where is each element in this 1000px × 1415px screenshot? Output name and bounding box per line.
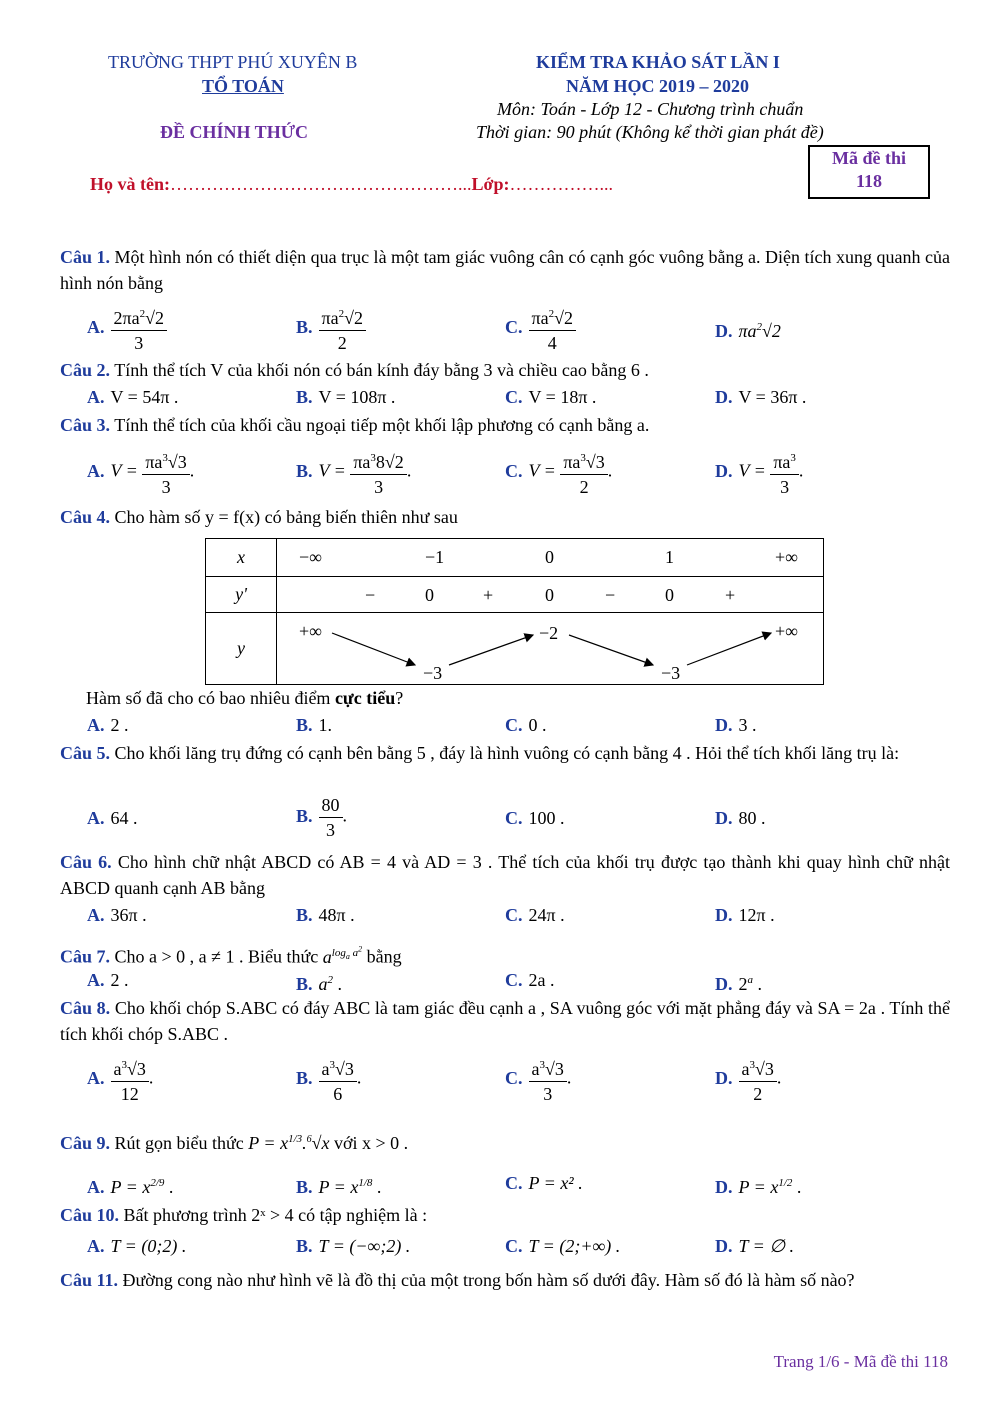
question-11: Câu 11. Đường cong nào như hình vẽ là đồ thị của một trong bốn hàm số dưới đây. Hàm số đó là hàm số nào? [60, 1270, 855, 1290]
question-text: Tính thể tích V của khối nón có bán kính đáy bằng 3 và chiều cao bằng 6 . [114, 360, 649, 380]
question-7: Câu 7. Cho a > 0 , a ≠ 1 . Biểu thức $a^{log_a a^2}$ bằng [60, 944, 402, 967]
q5-option-d[interactable]: D. 80 . [715, 808, 766, 828]
question-3: Câu 3. Tính thể tích của khối cầu ngoại tiếp một khối lập phương có cạnh bằng a. [60, 415, 650, 435]
x-val: +∞ [775, 547, 798, 567]
y-val: +∞ [775, 621, 798, 641]
exam-title: KIỂM TRA KHẢO SÁT LẦN I [536, 52, 780, 72]
q3-option-c[interactable]: C. V = $\frac{\pi a^3√3}{2}$ . [505, 446, 612, 499]
q4-option-c[interactable]: C. 0 . [505, 715, 547, 735]
question-label: Câu 1. [60, 247, 111, 267]
q9-option-a[interactable]: A. $P = x^{2/9}$ . [87, 1177, 174, 1197]
question-text: Cho khối lăng trụ đứng có cạnh bên bằng 5 , đáy là hình vuông có cạnh bằng 4 . Hỏi thể tích khối lăng trụ là: [114, 743, 900, 763]
subject-line: Môn: Toán - Lớp 12 - Chương trình chuẩn [497, 99, 804, 119]
q8-option-b[interactable]: B. $\frac{a^3√3}{6}$ . [296, 1053, 361, 1106]
x-header: x [206, 539, 277, 577]
question-text: Cho hàm số y = f(x) có bảng biến thiên như sau [114, 507, 458, 527]
q1-option-d[interactable]: D. $\pi a^2√2$ [715, 321, 781, 341]
q10-option-c[interactable]: C. T = (2;+∞) . [505, 1236, 621, 1256]
y-val: +∞ [299, 621, 322, 641]
question-4: Câu 4. Cho hàm số y = f(x) có bảng biến thiên như sau [60, 507, 458, 527]
q8-option-c[interactable]: C. $\frac{a^3√3}{3}$ . [505, 1053, 571, 1106]
x-val: −∞ [299, 547, 322, 567]
q1-option-c[interactable]: C. $\frac{\pi a^2√2}{4}$ [505, 302, 576, 355]
q6-option-a[interactable]: A. 36π . [87, 905, 147, 925]
yp-val: + [725, 585, 736, 605]
x-val: 1 [665, 547, 674, 567]
question-5: Câu 5. Cho khối lăng trụ đứng có cạnh bên bằng 5 , đáy là hình vuông có cạnh bằng 4 . Hỏi thể tích khối lăng trụ là: [60, 743, 900, 763]
q4-option-d[interactable]: D. 3 . [715, 715, 757, 735]
q8-option-d[interactable]: D. $\frac{a^3√3}{2}$ . [715, 1053, 781, 1106]
official-label: ĐỀ CHÍNH THỨC [160, 122, 309, 142]
q5-option-b[interactable]: B. $\frac{80}{3}$ . [296, 795, 348, 840]
question-8: Câu 8. Cho khối chóp S.ABC có đáy ABC là tam giác đều cạnh a , SA vuông góc với mặt phẳng đáy và SA = 2a . Tính thể tích khối chóp S.ABC . [60, 998, 951, 1044]
yp-val: 0 [665, 585, 674, 605]
exam-code-box [808, 145, 930, 199]
q7-option-d[interactable]: D. 2$^a$ . [715, 974, 762, 994]
yp-val: − [365, 585, 376, 605]
question-2: Câu 2. Tính thể tích V của khối nón có bán kính đáy bằng 3 và chiều cao bằng 6 . [60, 360, 649, 380]
q9-option-d[interactable]: D. $P = x^{1/2}$ . [715, 1177, 802, 1197]
q6-option-b[interactable]: B. 48π . [296, 905, 355, 925]
q9-option-b[interactable]: B. $P = x^{1/8}$ . [296, 1177, 382, 1197]
q6-option-c[interactable]: C. 24π . [505, 905, 565, 925]
q4-option-a[interactable]: A. 2 . [87, 715, 129, 735]
q7-option-a[interactable]: A. 2 . [87, 970, 129, 990]
q3-option-d[interactable]: D. V = $\frac{\pi a^3}{3}$ . [715, 446, 803, 499]
q10-option-b[interactable]: B. T = (−∞;2) . [296, 1236, 411, 1256]
x-val: 0 [545, 547, 554, 567]
duration-line: Thời gian: 90 phút (Không kể thời gian phát đề) [476, 122, 824, 142]
q8-option-a[interactable]: A. $\frac{a^3√3}{12}$ . [87, 1053, 153, 1106]
page-footer: Trang 1/6 - Mã đề thi 118 [773, 1352, 948, 1371]
yp-val: 0 [425, 585, 434, 605]
name-field[interactable]: …………………………………………... [170, 174, 472, 194]
variation-arrows [277, 613, 823, 685]
q3-option-a[interactable]: A. V = $\frac{\pi a^3√3}{3}$ . [87, 446, 194, 499]
question-1 [60, 244, 950, 296]
department: TỔ TOÁN [202, 76, 284, 96]
class-label: Lớp: [471, 174, 510, 194]
question-text: Một hình nón có thiết diện qua trục là một tam giác vuông cân có cạnh góc vuông bằng a. Diện tích xung quanh của hình nón bằng [60, 247, 951, 293]
y-val: −3 [423, 663, 443, 683]
yp-val: − [605, 585, 616, 605]
exam-code-label: Mã đề thi [832, 148, 906, 168]
q1-option-a[interactable]: A. $\frac{2\pi a^2√2}{3}$ [87, 302, 167, 355]
class-field[interactable]: ……………... [509, 174, 613, 194]
q9-option-c[interactable]: C. P = x² . [505, 1173, 583, 1193]
q7-option-c[interactable]: C. 2a . [505, 970, 555, 990]
exam-code-value: 118 [855, 171, 882, 191]
question-text: Đường cong nào như hình vẽ là đồ thị của một trong bốn hàm số dưới đây. Hàm số đó là hàm số nào? [122, 1270, 855, 1290]
q10-option-d[interactable]: D. T = ∅ . [715, 1236, 795, 1256]
q5-option-c[interactable]: C. 100 . [505, 808, 565, 828]
school-year: NĂM HỌC 2019 – 2020 [566, 76, 749, 96]
question-10: Câu 10. Bất phương trình 2ˣ > 4 có tập nghiệm là : [60, 1205, 428, 1225]
y-header: y [206, 613, 277, 685]
yp-val: 0 [545, 585, 554, 605]
question-text: Tính thể tích của khối cầu ngoại tiếp một khối lập phương có cạnh bằng a. [114, 415, 650, 435]
student-info-line [90, 174, 613, 195]
question-4-ask: Hàm số đã cho có bao nhiêu điểm cực tiểu? [86, 688, 404, 708]
q2-option-d[interactable]: D. V = 36π . [715, 387, 807, 407]
q2-option-c[interactable]: C. V = 18π . [505, 387, 597, 407]
yp-val: + [483, 585, 494, 605]
question-text: Cho khối chóp S.ABC có đáy ABC là tam giác đều cạnh a , SA vuông góc với mặt phẳng đáy và SA = 2a . Tính thể tích khối chóp S.ABC . [60, 998, 951, 1044]
q2-option-a[interactable]: A. V = 54π . [87, 387, 179, 407]
name-label: Họ và tên: [90, 174, 170, 194]
q2-option-b[interactable]: B. V = 108π . [296, 387, 396, 407]
question-text: Cho hình chữ nhật ABCD có AB = 4 và AD = 3 . Thể tích của khối trụ được tạo thành khi quay hình chữ nhật ABCD quanh cạnh AB bằng [60, 852, 950, 898]
y-val: −2 [539, 623, 559, 643]
variation-table [205, 538, 824, 685]
q1-option-b[interactable]: B. $\frac{\pi a^2√2}{2}$ [296, 302, 366, 355]
q4-option-b[interactable]: B. 1. [296, 715, 333, 735]
q6-option-d[interactable]: D. 12π . [715, 905, 775, 925]
question-9: Câu 9. Rút gọn biểu thức $P = x^{1/3}.^6√x$ với x > 0 . [60, 1133, 409, 1153]
q5-option-a[interactable]: A. 64 . [87, 808, 138, 828]
q7-option-b[interactable]: B. $a^2$ . [296, 974, 343, 994]
q3-option-b[interactable]: B. V = $\frac{\pi a^38√2}{3}$ . [296, 446, 411, 499]
y-val: −3 [661, 663, 681, 683]
school-name: TRƯỜNG THPT PHÚ XUYÊN B [108, 52, 358, 72]
yprime-header: y' [206, 577, 277, 613]
x-val: −1 [425, 547, 445, 567]
q10-option-a[interactable]: A. T = (0;2) . [87, 1236, 187, 1256]
question-text: Bất phương trình 2ˣ > 4 có tập nghiệm là : [123, 1205, 428, 1225]
question-6: Câu 6. Cho hình chữ nhật ABCD có AB = 4 và AD = 3 . Thể tích của khối trụ được tạo thành khi quay hình chữ nhật ABCD quanh cạnh AB bằng [60, 852, 950, 898]
